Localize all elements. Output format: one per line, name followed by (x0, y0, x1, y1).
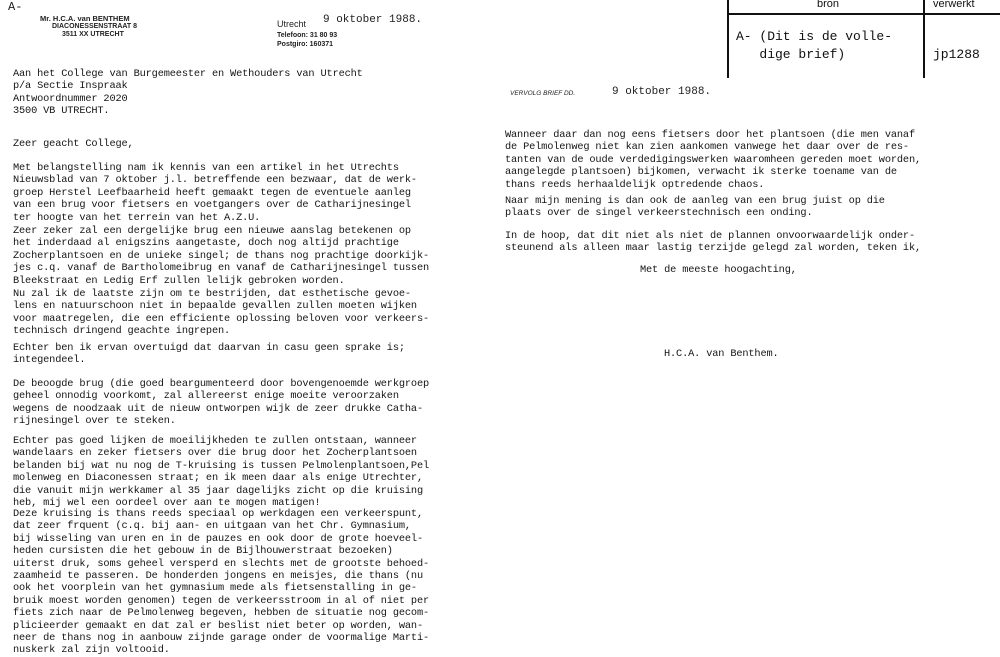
paragraph: Zeer zeker zal een dergelijke brug een nieuwe aanslag betekenen op het inderdaad al enigszins aangetaste, doch nog altijd prachtige Zocherplantsoen en de unieke singel; de thans nog prachtige doorkijk- jes c.q. vanaf de Bartholomeibrug en vanaf de Catharijnesingel tussen Bleekstraat en Ledig Erf zullen lelijk gebroken worden. (13, 225, 430, 287)
sender-street: DIACONESSENSTRAAT 8 (52, 23, 138, 30)
letter-date: 9 oktober 1988. (323, 14, 423, 26)
paragraph: Naar mijn mening is dan ook de aanleg van een brug juist op die plaats over de singel verkeerstechnisch een onding. (505, 195, 885, 220)
postgiro: Postgiro: 160371 (277, 41, 334, 48)
telefoon: Telefoon: 31 80 93 (277, 32, 338, 39)
sender-name: Mr. H.C.A. van BENTHEM (40, 14, 130, 23)
paragraph: Deze kruising is thans reeds speciaal op werkdagen een verkeerspunt, dat zeer frquent (c.q. bij aan- en uitgaan van het Chr. Gymnasium, bij wisseling van uren en in de pauzes en ook door de grote hoeveel- heden cursisten die het gebouw in de Bijlhouwerstraat bezoeken) uiterst druk, soms geheel versperd en slechts met de grootste behoed- zaamheid te passeren. De honderden jongens en meisjes, die thans (nu ook het voorplein van het gymnasium mede als fietsenstalling in ge- bruik moest worden genomen) tegen de verkeersstroom in al of niet per fiets zich naar de Pelmolenweg begeven, hebben de situatie nog gecom- plicieerder gemaakt en dat zal er beslist niet beter op worden, wan- neer de thans nog in aanbouw zijnde garage onder de voormalige Marti- nuskerk zal zijn voltooid. (13, 508, 430, 657)
continuation-label: VERVOLG BRIEF DD. (510, 90, 576, 97)
paragraph: Echter ben ik ervan overtuigd dat daarvan in casu geen sprake is; integendeel. (13, 342, 405, 367)
paragraph: Echter pas goed lijken de moeilijkheden te zullen ontstaan, wanneer wandelaars en zeker fietsers over die brug door het Zocherplantsoen belanden bij wat nu nog de T-kruising is tussen Pelmolenplantsoen,Pel molenweg en Diaconessen straat; en ik meen daar als enige Utrechter, die vanuit mijn werkkamer al 35 jaar dagelijks zicht op die kruising heb, mij wel een oordeel over aan te mogen matigen! (13, 435, 430, 510)
stamp-verwerkt-label: verwerkt (933, 0, 975, 10)
paragraph: In de hoop, dat dit niet als niet de plannen onvoorwaardelijk onder- steunend als alleen maar lastig terzijde gelegd zal worden, teken ik, (505, 230, 922, 255)
stamp-divider (727, 13, 1000, 15)
paragraph: De beoogde brug (die goed beargumenteerd door bovengenoemde werkgroep geheel onnodig voorkomt, zal allereerst enige moeite veroorzaken wegens de noodzaak uit de nieuw ontworpen wijk de zeer drukke Catha- rijnesingel over te steken. (13, 378, 430, 428)
page-marker: A- (8, 0, 23, 14)
paragraph: Nu zal ik de laatste zijn om te bestrijden, dat esthetische gevoe- lens en natuurschoon niet in bepaalde gevallen zullen moeten wijken voor maatregelen, die een efficiente oplossing beloven voor verkeers- technisch dringend geachte ingrepen. (13, 288, 430, 338)
stamp-bron-value: A- (Dit is de volle- dige brief) (736, 29, 893, 62)
signature: H.C.A. van Benthem. (664, 348, 779, 360)
paragraph: Wanneer daar dan nog eens fietsers door het plantsoen (die men vanaf de Pelmolenweg niet kan zien aankomen vanwege het daar over de res- tanten van de oude verdedigingswerken waaromheen gereden moet worden, aangelegde plantsoen) bijkomen, verwacht ik sterke toename van de thans reeds herhaaldelijk optredende chaos. (505, 129, 922, 191)
salutation: Zeer geacht College, (13, 138, 134, 150)
continuation-date: 9 oktober 1988. (612, 86, 712, 98)
sender-city: 3511 XX UTRECHT (62, 31, 124, 38)
place: Utrecht (277, 19, 307, 29)
paragraph: Met belangstelling nam ik kennis van een artikel in het Utrechts Nieuwsblad van 7 oktober j.l. betreffende een bezwaar, dat de werk- groep Herstel Leefbaarheid heeft gemaakt tegen de eventuele aanleg van een brug voor fietsers en voetgangers over de Catharijnesingel ter hoogte van het terrein van het A.Z.U. (13, 162, 417, 224)
stamp-border-left (727, 0, 729, 78)
address-block: Aan het College van Burgemeester en Wethouders van Utrecht p/a Sectie Inspraak Antwoordnummer 2020 3500 VB UTRECHT. (13, 68, 363, 118)
stamp-verwerkt-value: jp1288 (933, 47, 980, 62)
archive-stamp (727, 0, 1000, 78)
stamp-border-middle (923, 0, 925, 78)
closing: Met de meeste hoogachting, (640, 264, 797, 276)
stamp-bron-label: bron (817, 0, 840, 10)
letterhead (40, 15, 137, 39)
